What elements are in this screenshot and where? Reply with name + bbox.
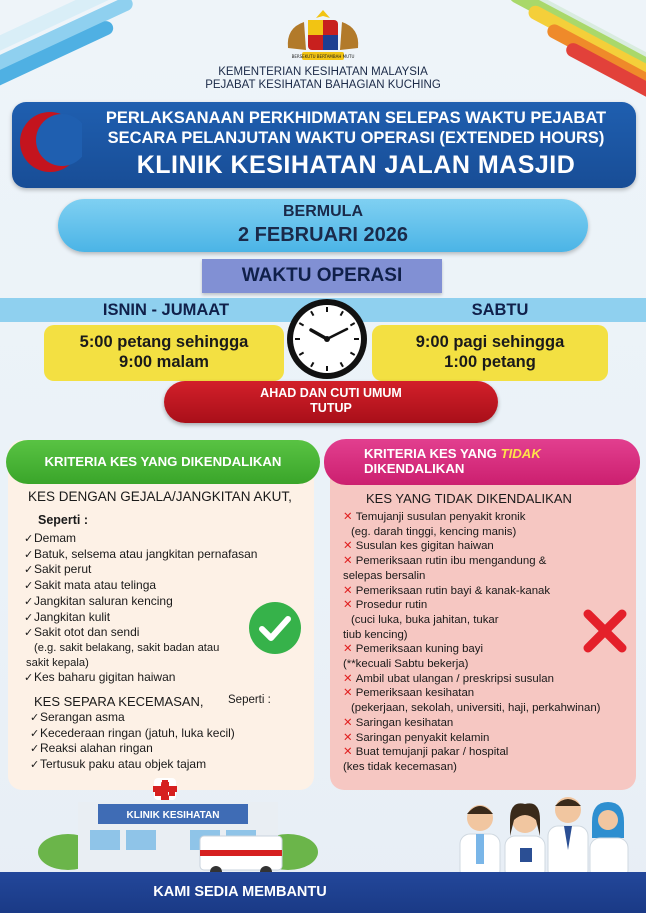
operating-hours-title	[202, 259, 442, 293]
saturday-hours-line2: 1:00 petang	[444, 353, 536, 371]
list-item: ✓Demam	[24, 531, 77, 545]
list-item: ✓Batuk, selsema atau jangkitan pernafasan	[24, 546, 258, 561]
weekday-hours-box	[44, 325, 284, 381]
excluded-item: ✕ Pemeriksaan kesihatan	[343, 687, 475, 700]
weekday-hours-line1: 5:00 petang sehingga	[79, 333, 249, 351]
malaysia-crest-icon	[278, 8, 368, 68]
excluded-item-note: (**kecuali Sabtu bekerja)	[343, 658, 469, 671]
list-item: ✓Jangkitan kulit	[24, 609, 111, 624]
weekday-hours-line2: 9:00 malam	[119, 353, 209, 371]
list-item: ✓Sakit mata atau telinga	[24, 578, 157, 593]
list-note: sakit kepala)	[26, 656, 89, 669]
excluded-item: ✕ Saringan penyakit kelamin	[343, 731, 490, 744]
semi-urgent-list	[30, 710, 235, 773]
excluded-item-note: (eg. darah tinggi, kencing manis)	[351, 525, 517, 538]
list-item: ✓Jangkitan saluran kencing	[24, 593, 173, 608]
footer-slogan: KAMI SEDIA MEMBANTU	[153, 884, 327, 900]
excluded-item-note: tiub kencing)	[343, 628, 408, 641]
ministry-office: PEJABAT KESIHATAN BAHAGIAN KUCHING	[205, 79, 441, 91]
excluded-item-note: (pekerjaan, sekolah, universiti, haji, perkahwinan)	[351, 702, 601, 715]
excluded-item-note: selepas bersalin	[343, 569, 426, 582]
excluded-item-note: (kes tidak kecemasan)	[343, 760, 457, 773]
excluded-item: ✕ Susulan kes gigitan haiwan	[343, 540, 494, 553]
not-handled-list	[343, 510, 600, 775]
handled-heading: KES DENGAN GEJALA/JANGKITAN AKUT,	[28, 489, 292, 504]
x-mark-icon: ✕	[343, 746, 356, 759]
doctor-figure	[460, 805, 500, 880]
closed-days: AHAD DAN CUTI UMUM	[260, 386, 402, 400]
closed-notice-text	[164, 386, 498, 416]
closed-status: TUTUP	[310, 401, 352, 415]
excluded-item: ✕ Pemeriksaan kuning bayi	[343, 643, 483, 656]
semi-urgent-heading: KES SEPARA KECEMASAN,	[34, 694, 204, 709]
x-mark-icon: ✕	[343, 716, 356, 729]
x-mark-icon: ✕	[343, 555, 356, 568]
x-mark-icon: ✕	[343, 540, 356, 553]
check-circle-icon	[248, 601, 302, 655]
ministry-name: KEMENTERIAN KESIHATAN MALAYSIA	[218, 66, 428, 78]
x-mark-icon: ✕	[343, 599, 356, 612]
list-item: ✓Kes baharu gigitan haiwan	[24, 670, 176, 685]
list-note: (e.g. sakit belakang, sakit badan atau	[34, 641, 220, 654]
x-mark-icon: ✕	[343, 687, 356, 700]
weekday-label: ISNIN - JUMAAT	[102, 301, 230, 319]
excluded-item: ✕ Ambil ubat ulangan / preskripsi susulan	[343, 672, 554, 685]
operating-hours-label: WAKTU OPERASI	[241, 265, 403, 286]
list-item: ✓Reaksi alahan ringan	[30, 741, 153, 756]
x-mark-icon: ✕	[343, 643, 356, 656]
not-handled-tab-label: KRITERIA KES YANG TIDAK DIKENDALIKAN	[364, 446, 541, 476]
banner-line-2: SECARA PELANJUTAN WAKTU OPERASI (EXTENDED HOURS)	[107, 129, 605, 147]
excluded-item: ✕ Pemeriksaan rutin bayi & kanak-kanak	[343, 584, 551, 597]
cross-icon	[580, 606, 630, 656]
clinic-title: KLINIK KESIHATAN JALAN MASJID	[136, 151, 576, 179]
handled-list	[24, 531, 257, 686]
semi-urgent-seperti: Seperti :	[228, 694, 271, 706]
x-mark-icon: ✕	[343, 672, 356, 685]
handled-seperti: Seperti :	[38, 513, 89, 527]
medical-staff-illustration	[440, 790, 640, 880]
list-item: ✓Tertusuk paku atau objek tajam	[30, 757, 207, 772]
start-label: BERMULA	[283, 203, 363, 220]
banner-line-1: PERLAKSANAAN PERKHIDMATAN SELEPAS WAKTU PEJABAT	[105, 109, 607, 127]
excluded-item: ✕ Temujanji susulan penyakit kronik	[343, 511, 526, 523]
clinic-sign: KLINIK KESIHATAN	[126, 810, 220, 821]
list-item: ✓Sakit otot dan sendi	[24, 625, 140, 640]
excluded-item: ✕ Buat temujanji pakar / hospital	[343, 746, 509, 759]
saturday-label: SABTU	[471, 301, 529, 319]
ministry-header	[100, 66, 546, 92]
not-handled-heading: KES YANG TIDAK DIKENDALIKAN	[366, 491, 572, 506]
excluded-item: ✕ Saringan kesihatan	[343, 716, 454, 729]
x-mark-icon: ✕	[343, 731, 356, 744]
clinic-building-illustration	[28, 778, 328, 878]
list-item: ✓Kecederaan ringan (jatuh, luka kecil)	[30, 725, 235, 740]
saturday-hours-line1: 9:00 pagi sehingga	[415, 333, 565, 351]
clock-icon	[285, 297, 369, 381]
saturday-hours-box	[372, 325, 608, 381]
excluded-item: ✕ Prosedur rutin	[343, 599, 428, 612]
x-mark-icon: ✕	[343, 584, 356, 597]
handled-tab-label: KRITERIA KES YANG DIKENDALIKAN	[44, 454, 282, 469]
list-item: ✓Serangan asma	[30, 710, 125, 724]
x-mark-icon: ✕	[343, 511, 356, 523]
excluded-item-note: (cuci luka, buka jahitan, tukar	[351, 613, 499, 626]
excluded-item: ✕ Pemeriksaan rutin ibu mengandung &	[343, 555, 547, 568]
start-date: 2 FEBRUARI 2026	[237, 224, 409, 246]
list-item: ✓Sakit perut	[24, 562, 92, 577]
crest-motto: BERSEKUTU BERTAMBAH MUTU	[291, 54, 355, 59]
red-crescent-icon	[18, 110, 82, 174]
